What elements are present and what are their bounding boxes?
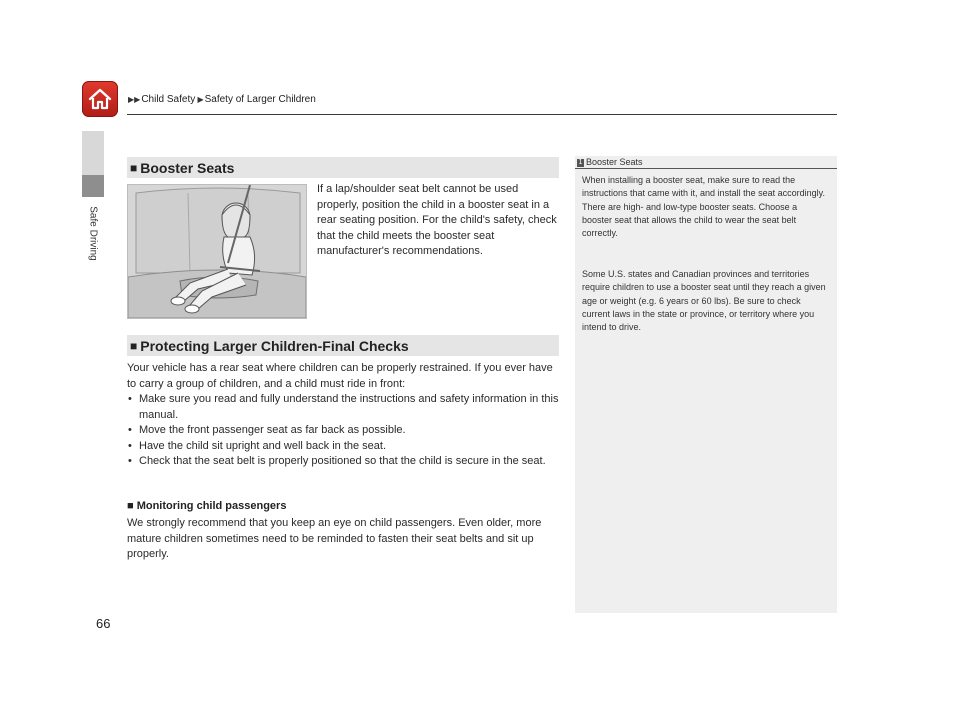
breadcrumb-item[interactable]: Child Safety [141,94,196,105]
list-item: • Move the front passenger seat as far back as possible. [127,423,559,439]
breadcrumb-arrow-icon: ▶▶ [128,95,141,104]
square-bullet-icon: ■ [130,160,138,175]
list-item: • Have the child sit upright and well back in the seat. [127,439,559,455]
breadcrumb-item[interactable]: Safety of Larger Children [204,94,316,105]
final-checks-intro: Your vehicle has a rear seat where children can be properly restrained. If you ever have to carry a group of children, and a child must ride in front: [127,362,553,390]
breadcrumb [128,94,316,105]
note-title: 1 Booster Seats [578,157,643,167]
square-bullet-icon: ■ [127,500,137,512]
side-tab-marker [82,175,104,197]
square-bullet-icon: ■ [130,338,138,353]
final-checks-list [127,392,559,470]
note-marker-icon: 1 [578,159,583,166]
home-icon [88,88,112,110]
booster-seats-paragraph: If a lap/shoulder seat belt cannot be used properly, position the child in a booster seat in a rear seating position. For the child's safety, check that the child meets the booster seat manufacturer's recommendations. [317,183,557,257]
section-heading-booster-seats: ■ Booster Seats [127,157,559,178]
home-button[interactable] [82,81,118,117]
child-in-booster-seat-image [128,185,306,318]
breadcrumb-arrow-icon: ▶ [195,95,204,104]
booster-seat-illustration [127,184,307,319]
note-divider [575,168,837,169]
list-item: • Check that the seat belt is properly positioned so that the child is secure in the seat. [127,454,559,470]
side-tab-background [82,131,104,175]
note-paragraph: Some U.S. states and Canadian provinces and territories require children to use a booster seat until they reach a given age or weight (e.g. 6 years or 60 lbs). Be sure to check current laws in the state or province, or territory where you intend to drive. [582,269,826,333]
list-item: • Make sure you read and fully understand the instructions and safety information in this manual. [127,392,559,423]
header-divider [127,114,837,115]
monitoring-paragraph: We strongly recommend that you keep an eye on child passengers. Even older, more mature children sometimes need to be reminded to fasten their seat belts and sit up properly. [127,517,542,560]
note-paragraph: When installing a booster seat, make sure to read the instructions that came with it, and install the seat accordingly. There are high- and low-type booster seats. Choose a booster seat that allows the child to wear the seat belt correctly. [582,175,825,239]
page-number: 66 [96,616,111,631]
section-heading-final-checks: ■ Protecting Larger Children-Final Checks [127,335,559,356]
monitoring-heading: ■ Monitoring child passengers [127,500,287,512]
side-tab-label: Safe Driving [87,205,99,261]
